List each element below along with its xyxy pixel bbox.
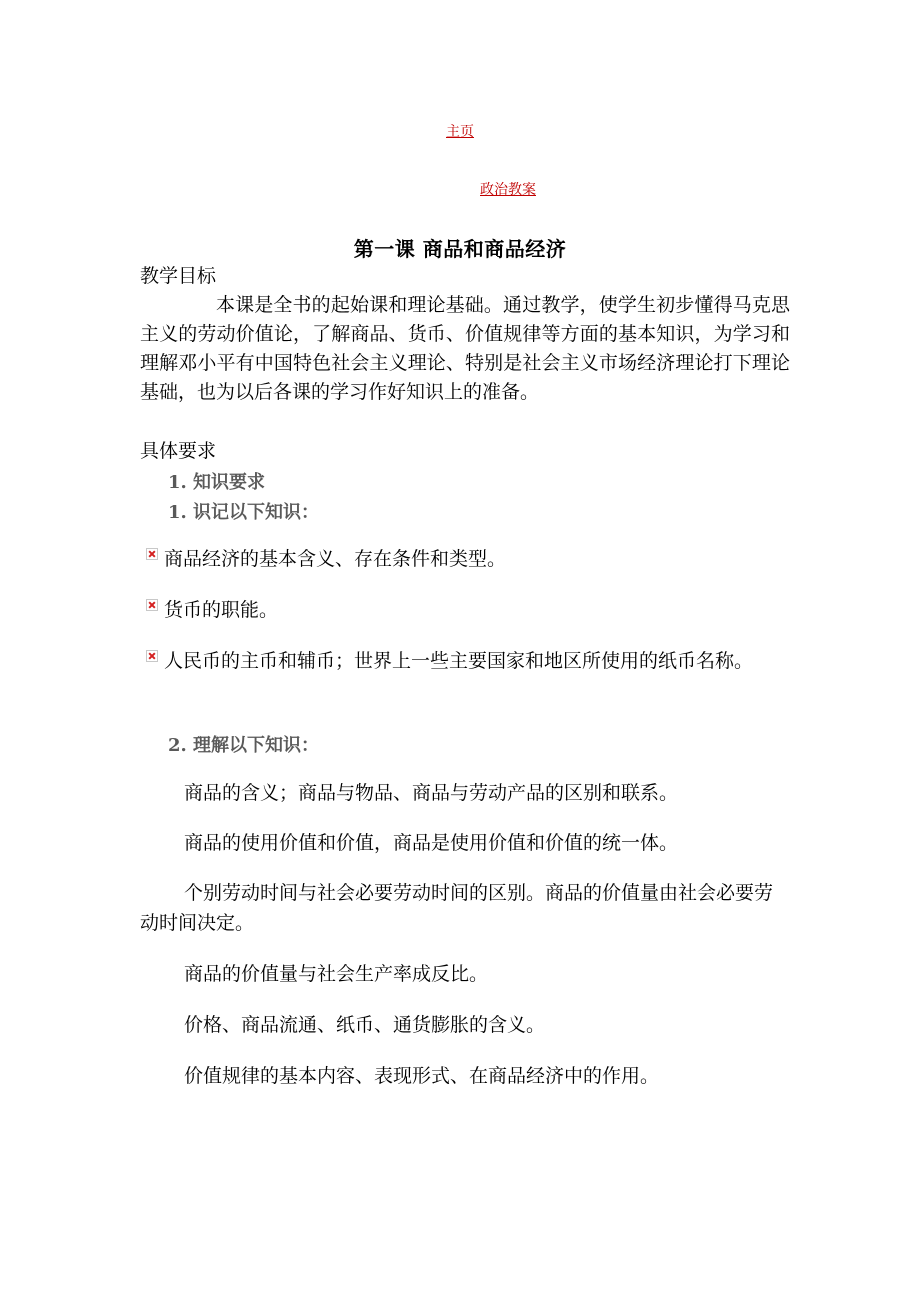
- knowledge-requirements-heading: 1. 知识要求: [168, 472, 266, 493]
- list-item-text: 人民币的主币和辅币；世界上一些主要国家和地区所使用的纸币名称。: [164, 650, 754, 672]
- understand-heading: 2. 理解以下知识：: [168, 735, 320, 756]
- list-item: 商品的价值量与社会生产率成反比。: [184, 963, 489, 985]
- goal-paragraph: 本课是全书的起始课和理论基础。通过教学，使学生初步懂得马克思主义的劳动价值论，了解商品、货币、价值规律等方面的基本知识，为学习和理解邓小平有中国特色社会主义理论、特别是社会主义市场经济理论打下理论基础，也为以后各课的学习作好知识上的准备。: [140, 294, 790, 403]
- list-item: 价值规律的基本内容、表现形式、在商品经济中的作用。: [184, 1065, 660, 1087]
- list-item: [140, 595, 790, 625]
- list-item: 价格、商品流通、纸币、通货膨胀的含义。: [184, 1014, 546, 1036]
- lesson-title: 第一课 商品和商品经济: [353, 237, 567, 261]
- list-item: [140, 544, 790, 574]
- memorize-heading: 1. 识记以下知识：: [168, 502, 320, 523]
- list-item: 商品的使用价值和价值，商品是使用价值和价值的统一体。: [184, 832, 679, 854]
- broken-image-icon: [146, 650, 158, 662]
- broken-image-icon: [146, 548, 158, 560]
- home-link[interactable]: 主页: [446, 124, 474, 140]
- requirements-heading: 具体要求: [140, 440, 217, 462]
- list-item: [140, 646, 790, 676]
- broken-image-icon: [146, 599, 158, 611]
- goal-heading: 教学目标: [140, 265, 217, 287]
- list-item-text: 商品经济的基本含义、存在条件和类型。: [164, 548, 507, 570]
- politics-lesson-link[interactable]: 政治教案: [480, 182, 536, 198]
- list-item: 商品的含义；商品与物品、商品与劳动产品的区别和联系。: [184, 782, 679, 804]
- list-item-text: 货币的职能。: [164, 599, 279, 621]
- list-item: 个别劳动时间与社会必要劳动时间的区别。商品的价值量由社会必要劳动时间决定。: [140, 882, 774, 934]
